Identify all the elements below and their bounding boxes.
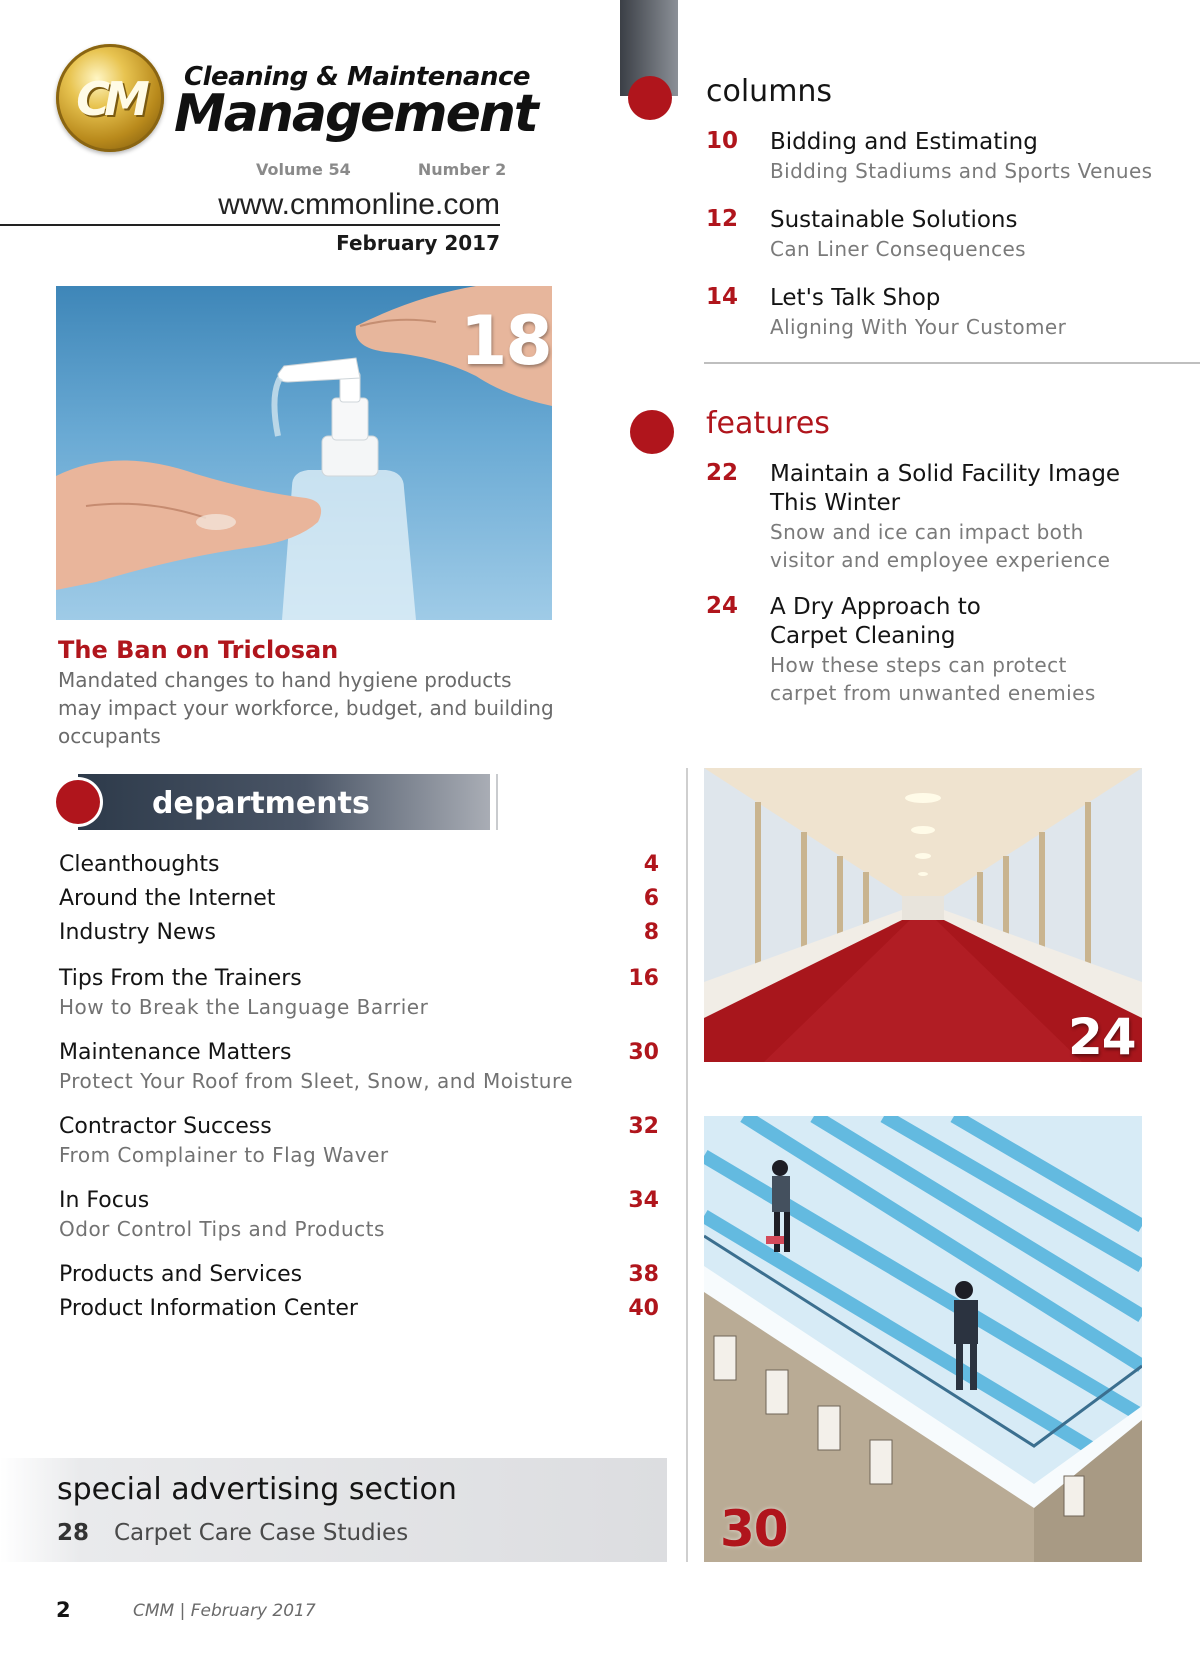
toc-title-line-1: A Dry Approach to (770, 594, 981, 620)
dept-item-around-the-internet[interactable] (59, 886, 659, 911)
departments-heading: departments (152, 786, 370, 821)
dept-item-products-and-services[interactable] (59, 1262, 659, 1287)
feature-item-facility-image[interactable] (706, 460, 1186, 574)
toc-page: 22 (706, 460, 739, 486)
toc-subtitle-line-1: How these steps can protect (770, 653, 1067, 677)
toc-page: 24 (706, 593, 739, 619)
number-label: Number 2 (417, 160, 507, 179)
cover-story-subtitle: Mandated changes to hand hygiene products may impact your workforce, budget, and building occupants (58, 668, 554, 748)
dept-item-cleanthoughts[interactable] (59, 852, 659, 877)
running-foot: CMM | February 2017 (133, 1601, 316, 1621)
dept-subtitle: From Complainer to Flag Waver (59, 1143, 389, 1167)
snow-roof-photo[interactable] (704, 1116, 1142, 1562)
dept-item-contractor-success[interactable] (59, 1114, 659, 1167)
column-item-sustainable[interactable] (706, 206, 1186, 263)
dept-subtitle: How to Break the Language Barrier (59, 995, 429, 1019)
dept-page: 30 (628, 1040, 659, 1065)
toc-title: Let's Talk Shop (770, 285, 941, 311)
toc-subtitle: Can Liner Consequences (770, 237, 1026, 261)
dept-page: 4 (643, 852, 659, 877)
cover-story-page-number: 18 (460, 302, 551, 381)
dept-page: 32 (628, 1114, 659, 1139)
dept-subtitle: Odor Control Tips and Products (59, 1217, 385, 1241)
features-heading: features (706, 406, 830, 441)
column-item-bidding[interactable] (706, 128, 1186, 185)
logo-line-1: Cleaning & Maintenance (184, 62, 531, 92)
special-section-heading: special advertising section (57, 1472, 457, 1507)
column-vertical-rule (686, 768, 688, 1562)
toc-title-line-2: Carpet Cleaning (770, 623, 956, 649)
toc-title: Bidding and Estimating (770, 129, 1038, 155)
dept-page: 34 (628, 1188, 659, 1213)
dept-title: Industry News (59, 920, 216, 945)
dept-subtitle: Protect Your Roof from Sleet, Snow, and Moisture (59, 1069, 574, 1093)
toc-subtitle-line-2: visitor and employee experience (770, 548, 1111, 572)
cm-logo-badge (56, 44, 164, 152)
columns-bullet-icon (628, 76, 672, 120)
carpet-photo-page-number: 24 (1068, 1008, 1136, 1066)
dept-title: Product Information Center (59, 1296, 358, 1321)
toc-title-line-2: This Winter (770, 490, 901, 516)
website-url[interactable]: www.cmmonline.com (218, 188, 500, 221)
toc-title: Sustainable Solutions (770, 207, 1018, 233)
column-item-lets-talk-shop[interactable] (706, 284, 1186, 341)
folio-page-number: 2 (56, 1598, 71, 1622)
dept-title: Contractor Success (59, 1114, 272, 1139)
features-bullet-icon (630, 410, 674, 454)
feature-item-carpet-cleaning[interactable] (706, 593, 1186, 707)
special-section-item[interactable] (57, 1520, 408, 1546)
special-item-page: 28 (57, 1520, 90, 1546)
dept-item-tips-from-the-trainers[interactable] (59, 966, 659, 1019)
dept-item-in-focus[interactable] (59, 1188, 659, 1241)
dept-page: 38 (628, 1262, 659, 1287)
dept-title: Around the Internet (59, 886, 276, 911)
dept-page: 16 (628, 966, 659, 991)
dept-title: Maintenance Matters (59, 1040, 292, 1065)
toc-subtitle: Aligning With Your Customer (770, 315, 1067, 339)
columns-heading: columns (706, 74, 833, 109)
toc-subtitle-line-1: Snow and ice can impact both (770, 520, 1084, 544)
departments-bullet-icon (56, 780, 100, 824)
toc-page: 10 (706, 128, 739, 154)
cover-story-title[interactable]: The Ban on Triclosan (58, 636, 339, 664)
logo-line-2: Management (174, 84, 537, 144)
toc-subtitle: Bidding Stadiums and Sports Venues (770, 159, 1153, 183)
special-item-title: Carpet Care Case Studies (114, 1520, 409, 1546)
toc-page: 14 (706, 284, 739, 310)
dept-title: In Focus (59, 1188, 150, 1213)
departments-bar-edge (496, 774, 498, 830)
volume-label: Volume 54 (256, 160, 351, 179)
dept-page: 40 (628, 1296, 659, 1321)
dept-item-industry-news[interactable] (59, 920, 659, 945)
dept-page: 8 (643, 920, 659, 945)
toc-page: 12 (706, 206, 739, 232)
masthead-rule (0, 224, 500, 226)
roof-illustration (704, 1116, 1142, 1562)
dept-title: Cleanthoughts (59, 852, 220, 877)
logo-badge-text: CM (76, 72, 144, 126)
volume-number-row (256, 160, 506, 179)
issue-date: February 2017 (336, 231, 500, 255)
columns-divider (704, 362, 1200, 364)
roof-photo-page-number: 30 (720, 1500, 788, 1558)
dept-title: Products and Services (59, 1262, 303, 1287)
toc-subtitle-line-2: carpet from unwanted enemies (770, 681, 1096, 705)
dept-item-maintenance-matters[interactable] (59, 1040, 659, 1093)
toc-title-line-1: Maintain a Solid Facility Image (770, 461, 1121, 487)
dept-title: Tips From the Trainers (59, 966, 302, 991)
dept-item-product-information-center[interactable] (59, 1296, 659, 1321)
dept-page: 6 (643, 886, 659, 911)
